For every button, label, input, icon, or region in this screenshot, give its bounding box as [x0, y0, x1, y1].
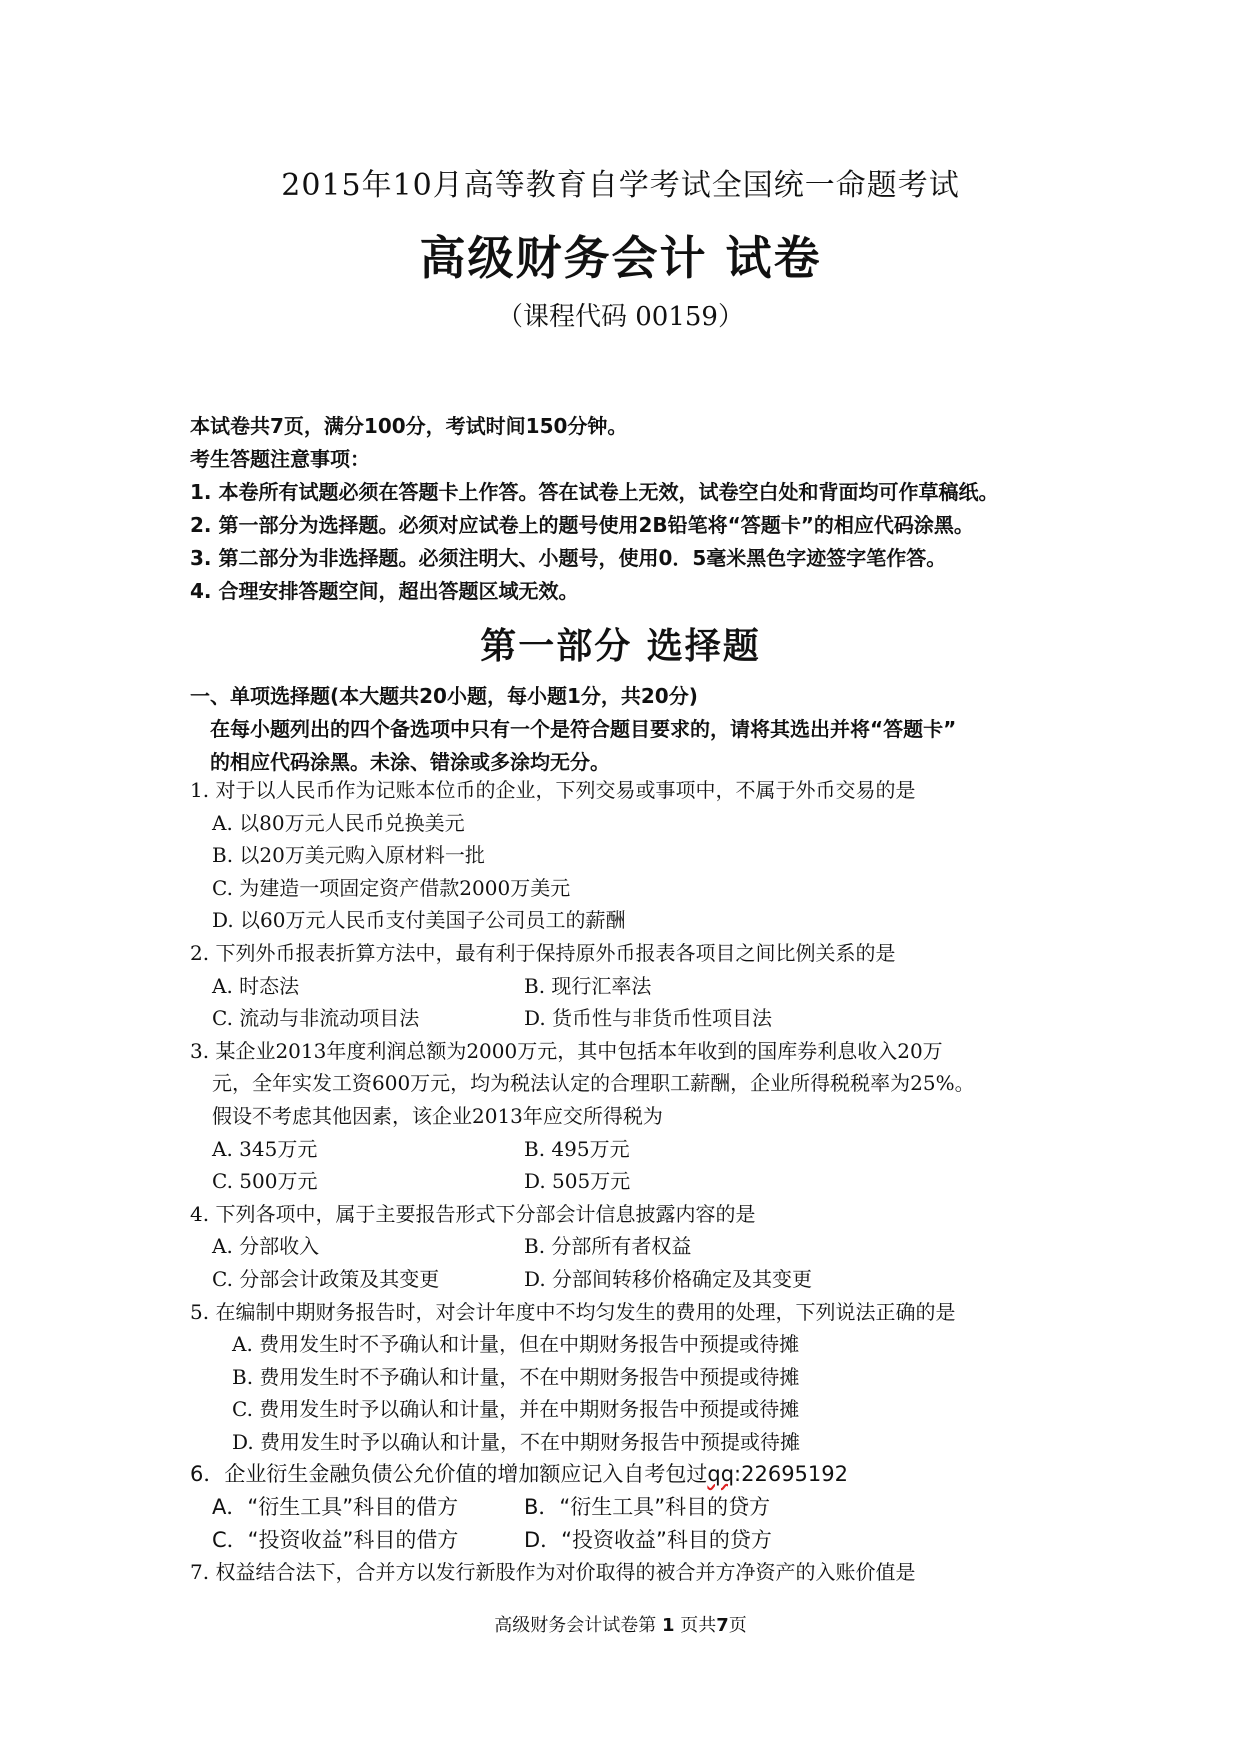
exam-paper-title: 高级财务会计 试卷 [419, 231, 822, 285]
option-row [190, 1524, 1090, 1557]
option-a: A. 费用发生时不予确认和计量，但在中期财务报告中预提或待摊 [232, 1332, 800, 1357]
question-stem: 2. 下列外币报表折算方法中，最有利于保持原外币报表各项目之间比例关系的是 [190, 940, 896, 965]
qq-text: qq [707, 1462, 735, 1487]
question-stem [190, 1458, 1090, 1491]
option-row [190, 1002, 1090, 1035]
note-line: 2. 第一部分为选择题。必须对应试卷上的题号使用2B铅笔将“答题卡”的相应代码涂黑。 [190, 513, 974, 537]
footer-prefix: 高级财务会计试卷第 [494, 1615, 657, 1636]
note-line: 3. 第二部分为非选择题。必须注明大、小题号，使用0．5毫米黑色字迹签字笔作答。 [190, 546, 947, 570]
option-a: A. 时态法 [212, 973, 300, 998]
section-header [190, 680, 1090, 779]
footer-mid: 页共 [680, 1615, 717, 1636]
footer-page-number: 1 [661, 1615, 675, 1636]
option-row [190, 970, 1090, 1003]
exam-session-title: 2015年10月高等教育自学考试全国统一命题考试 [281, 168, 960, 203]
question-stem: 7. 权益结合法下，合并方以发行新股作为对价取得的被合并方净资产的入账价值是 [190, 1560, 916, 1585]
note-line: 考生答题注意事项： [190, 447, 370, 471]
section-heading: 一、单项选择题(本大题共20小题，每小题1分，共20分) [190, 684, 698, 708]
qq-number: :22695192 [734, 1462, 848, 1487]
note-line: 1. 本卷所有试题必须在答题卡上作答。答在试卷上无效，试卷空白处和背面均可作草稿纸。 [190, 480, 999, 504]
option-row [190, 1230, 1090, 1263]
page-footer [0, 1611, 1241, 1637]
note-line: 本试卷共7页，满分100分，考试时间150分钟。 [190, 414, 628, 438]
option-b: B．“衍生工具”科目的贷方 [524, 1495, 771, 1520]
option-d: D. 费用发生时予以确认和计量，不在中期财务报告中预提或待摊 [232, 1429, 801, 1454]
footer-suffix: 页 [728, 1615, 747, 1636]
option-d: D．“投资收益”科目的贷方 [524, 1527, 772, 1552]
option-c: C. 分部会计政策及其变更 [212, 1266, 440, 1291]
question-stem-cont: 元，全年实发工资600万元，均为税法认定的合理职工薪酬，企业所得税税率为25%。 [212, 1071, 975, 1096]
note-line: 4. 合理安排答题空间，超出答题区域无效。 [190, 579, 579, 603]
option-a: A．“衍生工具”科目的借方 [212, 1495, 459, 1520]
question-stem: 4. 下列各项中，属于主要报告形式下分部会计信息披露内容的是 [190, 1201, 756, 1226]
section-instruction: 在每小题列出的四个备选项中只有一个是符合题目要求的，请将其选出并将“答题卡” [210, 717, 957, 741]
option-row [190, 1133, 1090, 1166]
option-b: B. 以20万美元购入原材料一批 [212, 843, 485, 868]
option-a: A. 分部收入 [212, 1234, 320, 1259]
option-c: C. 500万元 [212, 1169, 318, 1194]
question-stem: 5. 在编制中期财务报告时，对会计年度中不均匀发生的费用的处理，下列说法正确的是 [190, 1299, 956, 1324]
option-row [190, 1263, 1090, 1296]
option-d: D. 货币性与非货币性项目法 [524, 1006, 773, 1031]
exam-notes [190, 410, 1090, 608]
option-a: A. 345万元 [212, 1136, 318, 1161]
option-d: D. 以60万元人民币支付美国子公司员工的薪酬 [212, 908, 626, 933]
course-code: （课程代码 00159） [497, 302, 744, 332]
option-row [190, 1165, 1090, 1198]
question-stem-cont: 假设不考虑其他因素，该企业2013年应交所得税为 [212, 1103, 663, 1128]
question-stem-text: 6．企业衍生金融负债公允价值的增加额应记入自考包过 [190, 1462, 708, 1487]
option-b: B. 分部所有者权益 [524, 1234, 692, 1259]
option-d: D. 分部间转移价格确定及其变更 [524, 1266, 813, 1291]
option-c: C. 费用发生时予以确认和计量，并在中期财务报告中预提或待摊 [232, 1397, 800, 1422]
footer-total-pages: 7 [716, 1615, 729, 1636]
question-stem: 1. 对于以人民币作为记账本位币的企业，下列交易或事项中，不属于外币交易的是 [190, 778, 916, 802]
option-b: B. 495万元 [524, 1136, 630, 1161]
option-a: A. 以80万元人民币兑换美元 [212, 810, 465, 835]
question-stem: 3. 某企业2013年度利润总额为2000万元，其中包括本年收到的国库券利息收入20万 [190, 1038, 943, 1063]
option-b: B. 费用发生时不予确认和计量，不在中期财务报告中预提或待摊 [232, 1364, 800, 1389]
option-c: C. 流动与非流动项目法 [212, 1006, 420, 1031]
option-d: D. 505万元 [524, 1169, 631, 1194]
question-list [190, 774, 1090, 1589]
option-row [190, 1491, 1090, 1524]
option-b: B. 现行汇率法 [524, 973, 652, 998]
section-instruction: 的相应代码涂黑。未涂、错涂或多涂均无分。 [210, 750, 610, 774]
part-title: 第一部分 选择题 [480, 626, 761, 667]
option-c: C．“投资收益”科目的借方 [212, 1527, 459, 1552]
option-c: C. 为建造一项固定资产借款2000万美元 [212, 875, 571, 900]
